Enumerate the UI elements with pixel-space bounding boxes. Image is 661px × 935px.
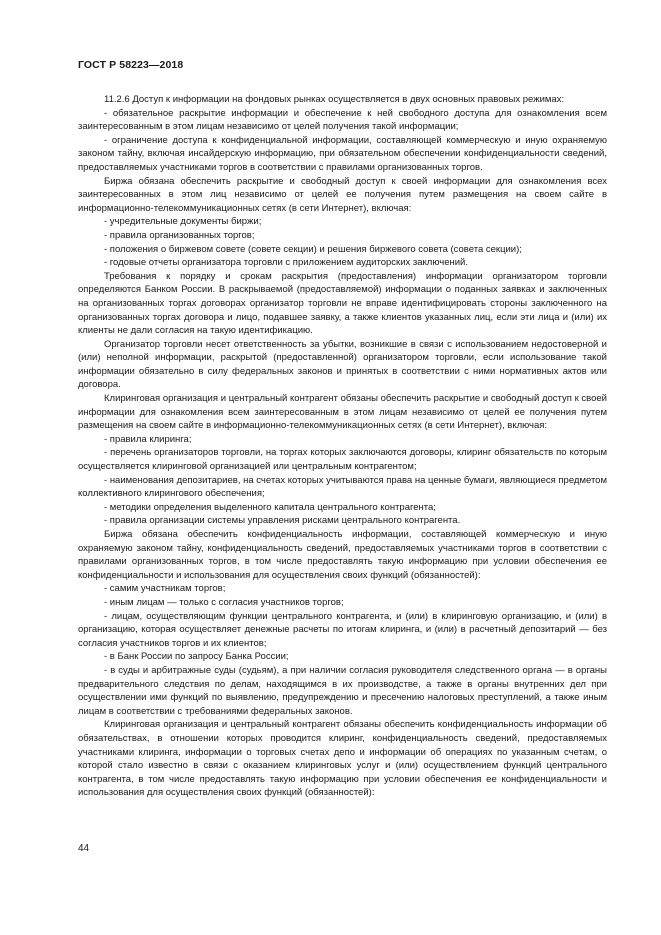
list-item: - лицам, осуществляющим функции центрального контрагента, и (или) в клиринговую организацию, и (или) в организацию, которая осуществляет денежные расчеты по итогам клиринга, и (или) в расчетный депозитарий — без согласия участников торгов и их клиентов; xyxy=(78,610,607,649)
list-item: - положения о биржевом совете (совете секции) и решения биржевого совета (совета секции); xyxy=(104,243,522,255)
list-item: - в Банк России по запросу Банка России; xyxy=(104,651,289,663)
page-number: 44 xyxy=(78,843,90,854)
paragraph: Клиринговая организация и центральный контрагент обязаны обеспечить конфиденциальность информации об обязательствах, в отношении которых проводится клиринг, конфиденциальность сведений, предоставляемых участниками клиринга, информации о торговых счетах депо и информации об операциях по указанным счетам, о которой стало известно в связи с оказанием клиринговых услуг и (или) осуществлением функций центрального контрагента, в том числе предоставлять такую информацию при условии обеспечения ее конфиденциальности и использования для осуществления своих функций (обязанностей): xyxy=(78,719,607,799)
list-item: - ограничение доступа к конфиденциальной информации, составляющей коммерческую и иную охраняемую законом тайну, включая инсайдерскую информацию, при обязательном обеспечении конфиденциальности сведений, предоставляемых участниками торгов в соответствии с правилами организованных торгов. xyxy=(78,134,607,173)
paragraph: 11.2.6 Доступ к информации на фондовых рынках осуществляется в двух основных правовых режимах: xyxy=(104,94,565,105)
paragraph: Требования к порядку и срокам раскрытия (предоставления) информации организатором торговли определяются Банком России. В раскрываемой (предоставляемой) информации о поданных заявках и заключенных на организованных торгах договорах организатор торговли не вправе идентифицировать стороны заключенного на организованных торгах договора и лицо, подавшее заявку, а также клиентов указанных лиц, если эти лица и (или) их клиенты не дали согласия на такую идентификацию. xyxy=(78,270,607,337)
document-body xyxy=(78,93,607,800)
list-item: - самим участникам торгов; xyxy=(104,583,226,595)
list-item: - наименования депозитариев, на счетах которых учитываются права на ценные бумаги, являющиеся предметом коллективного клирингового обеспечения; xyxy=(78,474,607,500)
list-item: - учредительные документы биржи; xyxy=(104,216,262,228)
paragraph: Биржа обязана обеспечить раскрытие и свободный доступ к своей информации для ознакомления всех заинтересованных в этом лиц независимо от целей ее получения путем размещения на своем сайте в информационно-телекоммуникационных сетях (в сети Интернет), включая: xyxy=(78,175,607,214)
list-item: - перечень организаторов торговли, на торгах которых заключаются договоры, клиринг обязательств по которым осуществляется клиринговой организацией или центральным контрагентом; xyxy=(78,447,607,473)
list-item: - правила клиринга; xyxy=(104,433,192,445)
list-item: - годовые отчеты организатора торговли с приложением аудиторских заключений. xyxy=(104,257,468,269)
list-item: - правила организации системы управления рисками центрального контрагента. xyxy=(104,515,461,527)
list-item: - иным лицам — только с согласия участников торгов; xyxy=(104,596,344,608)
paragraph: Биржа обязана обеспечить конфиденциальность информации, составляющей коммерческую и иную охраняемую законом тайну, конфиденциальность сведений, предоставляемых участниками торгов в соответствии с правилами организованных торгов, в том числе предоставлять такую информацию при условии обеспечения ее конфиденциальности и использования для осуществления своих функций (обязанностей): xyxy=(78,529,607,581)
document-header: ГОСТ Р 58223—2018 xyxy=(78,59,184,71)
paragraph: Организатор торговли несет ответственность за убытки, возникшие в связи с использованием недостоверной и (или) неполной информации, раскрытой (предоставленной) организатором торговли, если использование такой информации обязательно в силу федеральных законов и принятых в соответствии с ними нормативных актов или договора. xyxy=(78,338,607,391)
paragraph: Клиринговая организация и центральный контрагент обязаны обеспечить раскрытие и свободный доступ к своей информации для ознакомления всем заинтересованным в этом лицам независимо от целей ее получения путем размещения на своем сайте в информационно-телекоммуникационных сетях (в сети Интернет), включая: xyxy=(78,393,607,432)
list-item: - обязательное раскрытие информации и обеспечение к ней свободного доступа для ознакомления всем заинтересованным в этом лицам независимо от целей получения такой информации; xyxy=(78,107,607,133)
list-item: - в суды и арбитражные суды (судьям), а при наличии согласия руководителя следственного органа — в органы предварительного следствия по делам, находящимся в их производстве, а также в органы внутренних дел при осуществлении ими функций по выявлению, предупреждению и пресечению налоговых преступлений, а также иным лицам в соответствии с требованиями федеральных законов. xyxy=(78,664,607,717)
list-item: - методики определения выделенного капитала центрального контрагента; xyxy=(104,501,436,513)
list-item: - правила организованных торгов; xyxy=(104,229,255,241)
